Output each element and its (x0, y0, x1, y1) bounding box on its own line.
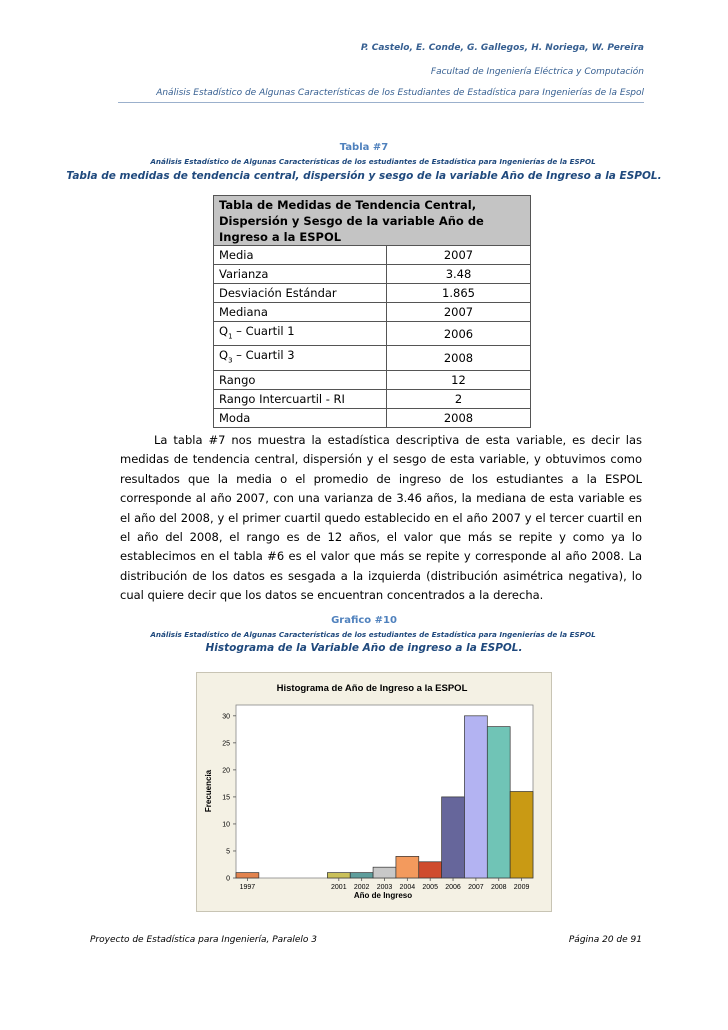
x-tick-label: 2005 (422, 884, 438, 891)
table-caption-label: Tabla #7 (339, 142, 389, 153)
stat-label: Moda (214, 408, 387, 427)
table-row (214, 265, 531, 284)
histogram-bar (510, 792, 533, 879)
chart-caption-label: Grafico #10 (331, 615, 397, 626)
stat-value: 2008 (387, 408, 531, 427)
chart-title: Histograma de Año de Ingreso a la ESPOL (276, 683, 468, 694)
histogram-bar (396, 856, 419, 878)
body-paragraph-text: La tabla #7 nos muestra la estadística descriptiva de esta variable, es decir las medidas de tendencia central, dispersión y el sesgo de esta variable, y obtuvimos como resultados que la media o el promedio de ingreso de los estudiantes a la ESPOL corresponde al año 2007, con una varianza de 3.46 años, la mediana de esta variable es el año del 2008, y el primer cuartil quedo establecido en el año 2007 y el tercer cuartil en el año del 2008, el rango es de 12 años, el valor que más se repite y como ya lo establecimos en el tabla #6 es el valor que más se repite y corresponde al año 2008. La distribución de los datos es sesgada a la izquierda (distribución asimétrica negativa), lo cual quiere decir que los datos se encuentran concentrados a la derecha. (120, 433, 642, 603)
stat-label-main: Q (219, 324, 229, 338)
stat-label: Varianza (214, 265, 387, 284)
stat-value: 3.48 (387, 265, 531, 284)
stat-label: Rango Intercuartil - RI (214, 389, 387, 408)
y-tick-label: 20 (222, 767, 230, 775)
table-row (214, 303, 531, 322)
stat-label: Desviación Estándar (214, 284, 387, 303)
histogram-bar (327, 873, 350, 878)
table-caption-subtitle: Análisis Estadístico de Algunas Características de los estudiantes de Estadística para Ingenierías de la ESPOL (150, 157, 596, 166)
stat-value: 12 (387, 370, 531, 389)
header-subject: Análisis Estadístico de Algunas Características de los Estudiantes de Estadística para Ingenierías de la Espol (156, 88, 644, 98)
stat-label (214, 322, 387, 346)
y-tick-label: 15 (222, 794, 230, 802)
table-row (214, 370, 531, 389)
footer-left: Proyecto de Estadística para Ingeniería, Paralelo 3 (90, 935, 318, 945)
stat-label-main: Q (219, 348, 229, 363)
histogram-bar (419, 862, 442, 878)
x-tick-label: 2001 (331, 884, 347, 891)
x-tick-label: 2009 (513, 884, 530, 891)
table-caption-title: Tabla de medidas de tendencia central, dispersión y sesgo de la variable Año de Ingreso a la ESPOL. (66, 170, 662, 182)
stat-value: 2008 (387, 346, 531, 370)
table-row (214, 389, 531, 408)
stat-label-rest: – Cuartil 1 (232, 324, 295, 338)
histogram-bar (442, 797, 465, 878)
x-tick-label: 2008 (490, 884, 507, 891)
histogram-bar (350, 873, 373, 878)
x-tick-label: 2004 (399, 884, 416, 891)
x-tick-label: 2002 (353, 884, 370, 891)
stat-label: Mediana (214, 303, 387, 322)
y-tick-label: 5 (226, 848, 230, 856)
table-row (214, 284, 531, 303)
header-faculty: Facultad de Ingeniería Eléctrica y Computación (430, 67, 644, 77)
histogram-svg (197, 673, 551, 911)
y-tick-label: 25 (222, 740, 230, 748)
y-tick-label: 0 (226, 875, 230, 883)
footer-right: Página 20 de 91 (568, 935, 642, 945)
histogram-bar (236, 873, 259, 878)
stat-label-rest: – Cuartil 3 (232, 348, 295, 363)
table-row (214, 408, 531, 427)
histogram-bar (373, 867, 396, 878)
stats-table-header: Tabla de Medidas de Tendencia Central, Dispersión y Sesgo de la variable Año de Ingreso a la ESPOL (214, 196, 531, 246)
x-axis-label: Año de Ingreso (353, 891, 413, 900)
histogram-bar (464, 716, 487, 878)
stat-value: 2006 (387, 322, 531, 346)
stat-value: 2007 (387, 246, 531, 265)
header-authors: P. Castelo, E. Conde, G. Gallegos, H. Noriega, W. Pereira (360, 43, 644, 53)
histogram-bar (487, 727, 510, 878)
stat-label (214, 346, 387, 370)
header-divider (118, 102, 644, 103)
histogram-chart (196, 672, 552, 912)
stat-label: Media (214, 246, 387, 265)
chart-caption-subtitle: Análisis Estadístico de Algunas Características de los estudiantes de Estadística para Ingenierías de la ESPOL (150, 630, 596, 639)
stat-value: 2 (387, 389, 531, 408)
table-row (214, 322, 531, 346)
table-row (214, 246, 531, 265)
stat-value: 1.865 (387, 284, 531, 303)
stat-label-sub: 3 (228, 356, 233, 365)
y-tick-label: 30 (222, 713, 230, 721)
x-tick-label: 2007 (468, 884, 484, 891)
table-row (214, 346, 531, 370)
body-paragraph (120, 431, 642, 606)
stat-value: 2007 (387, 303, 531, 322)
x-tick-label: 1997 (239, 884, 256, 891)
stats-table-header-row (214, 196, 531, 246)
y-tick-label: 10 (222, 821, 230, 829)
chart-caption-title: Histograma de la Variable Año de ingreso a la ESPOL. (205, 642, 523, 654)
stat-label-sub: 1 (228, 332, 233, 341)
x-tick-label: 2006 (445, 884, 461, 891)
y-axis-label: Frecuencia (204, 769, 213, 813)
stats-table (213, 195, 531, 428)
stat-label: Rango (214, 370, 387, 389)
x-tick-label: 2003 (376, 884, 393, 891)
